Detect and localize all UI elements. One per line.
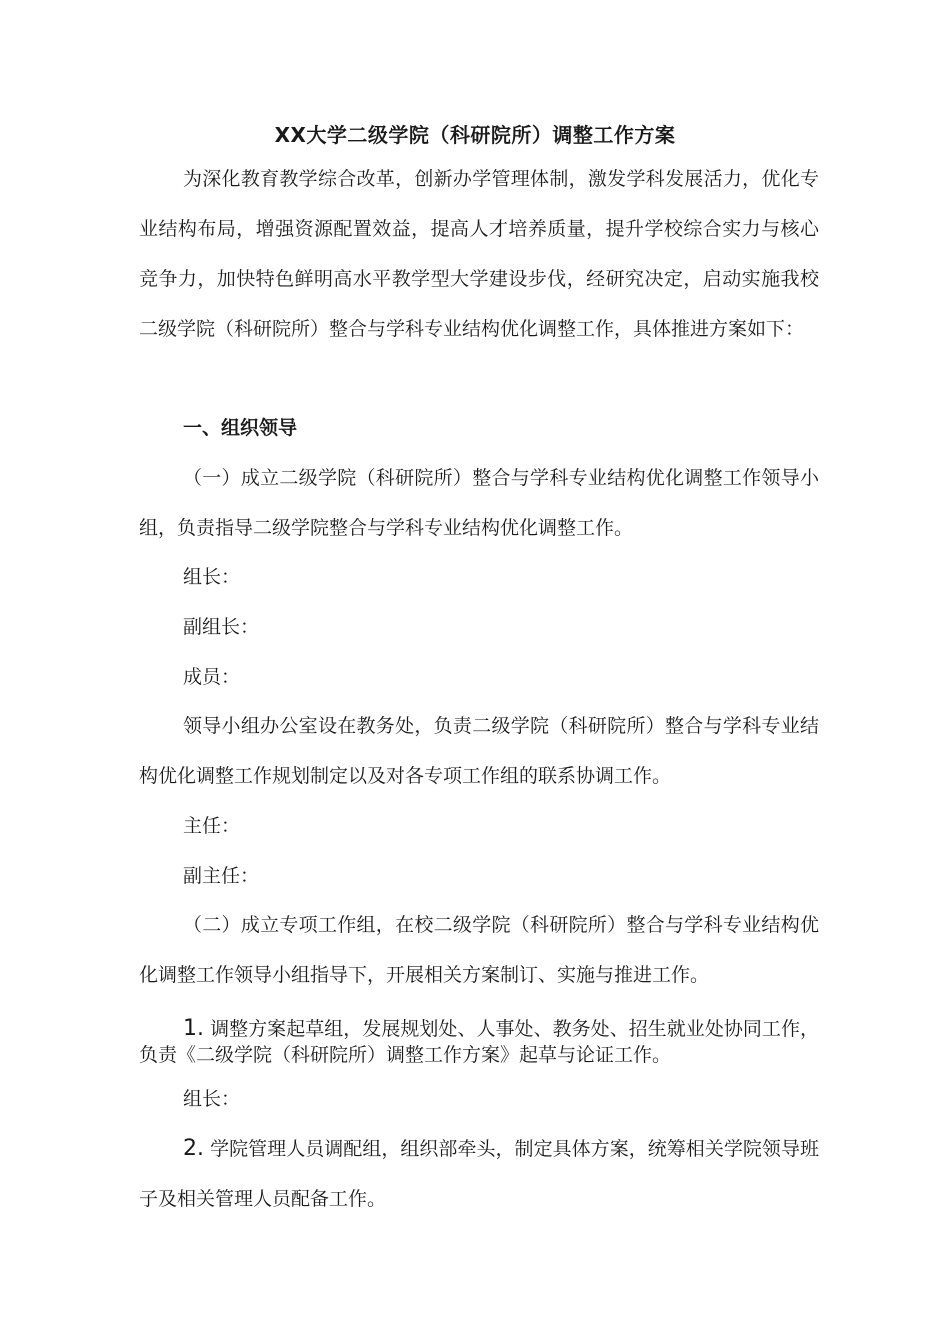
director-label: 主任： (183, 815, 241, 837)
deputy-director-label: 副主任： (183, 865, 260, 887)
item-1-number: 1. (183, 1016, 204, 1041)
item-2-number: 2. (183, 1136, 204, 1161)
item-1-paragraph (139, 1016, 819, 1068)
leader-label: 组长： (183, 566, 241, 588)
deputy-leader-label: 副组长： (183, 616, 260, 638)
item-1-text: 调整方案起草组，发展规划处、人事处、教务处、招生就业处协同工作，负责《二级学院（科研院所）调整工作方案》起草与论证工作。 (139, 1018, 819, 1066)
item-2-text: 学院管理人员调配组，组织部牵头，制定具体方案，统筹相关学院领导班子及相关管理人员配备工作。 (139, 1138, 819, 1210)
section-heading-organization: 一、组织领导 (183, 417, 298, 439)
document-title: XX大学二级学院（科研院所）调整工作方案 (274, 123, 676, 147)
sub-item-1-paragraph: （一）成立二级学院（科研院所）整合与学科专业结构优化调整工作领导小组，负责指导二级学院整合与学科专业结构优化调整工作。 (139, 467, 819, 539)
members-label: 成员： (183, 666, 241, 688)
sub-item-2-paragraph: （二）成立专项工作组，在校二级学院（科研院所）整合与学科专业结构优化调整工作领导小组指导下，开展相关方案制订、实施与推进工作。 (139, 914, 819, 986)
item-1-leader-label: 组长： (183, 1088, 241, 1110)
intro-paragraph: 为深化教育教学综合改革，创新办学管理体制，激发学科发展活力，优化专业结构布局，增强资源配置效益，提高人才培养质量，提升学校综合实力与核心竞争力，加快特色鲜明高水平教学型大学建设步伐，经研究决定，启动实施我校二级学院（科研院所）整合与学科专业结构优化调整工作，具体推进方案如下： (139, 168, 819, 340)
office-paragraph: 领导小组办公室设在教务处，负责二级学院（科研院所）整合与学科专业结构优化调整工作规划制定以及对各专项工作组的联系协调工作。 (139, 715, 819, 787)
item-2-paragraph (139, 1124, 819, 1224)
